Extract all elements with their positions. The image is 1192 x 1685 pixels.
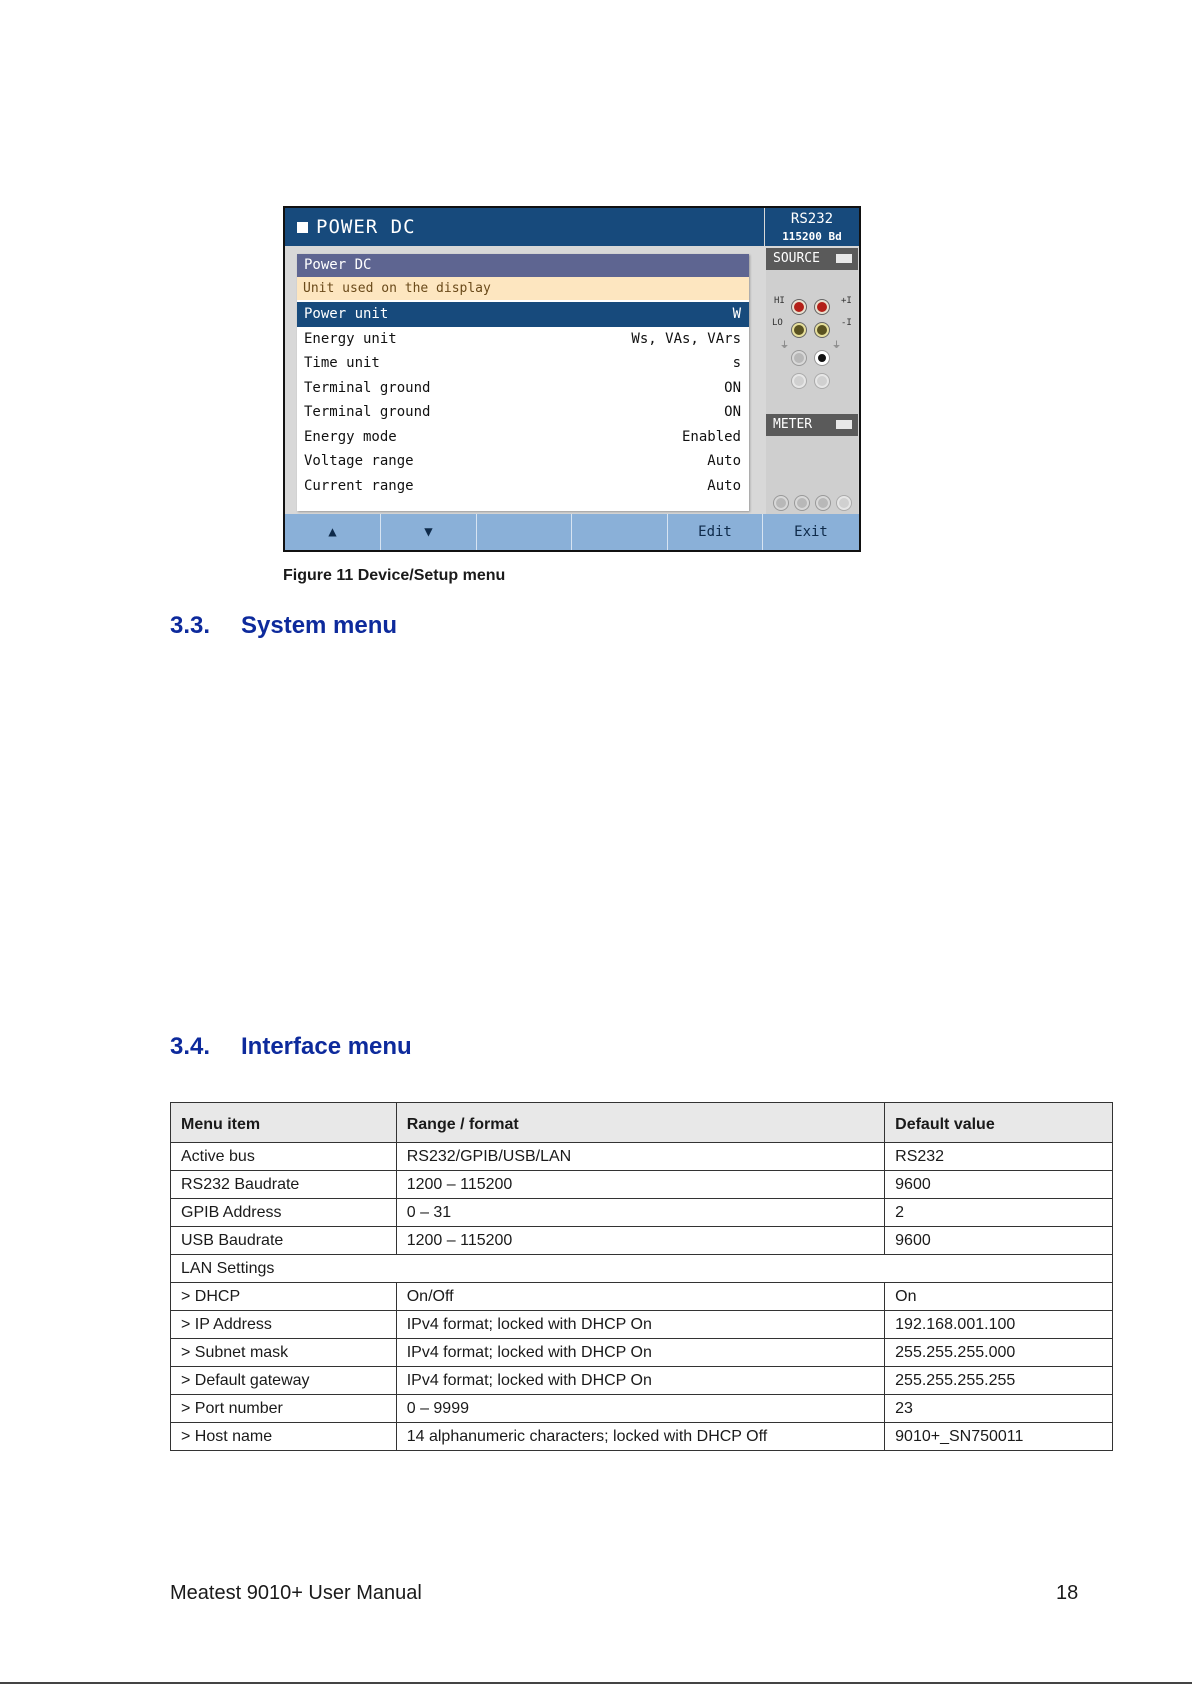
meter-indicator-icon — [836, 420, 852, 429]
table-cell: IPv4 format; locked with DHCP On — [396, 1339, 884, 1367]
menu-row-current-range[interactable] — [297, 474, 749, 499]
arrow-down-button[interactable] — [381, 514, 477, 550]
edit-button[interactable] — [668, 514, 763, 550]
menu-row-value: W — [732, 306, 741, 322]
screen-title: POWER DC — [316, 216, 416, 238]
section-title: System menu — [241, 612, 398, 639]
menu-row-value: ON — [724, 379, 741, 396]
table-cell: 192.168.001.100 — [885, 1311, 1113, 1339]
table-header-row — [171, 1103, 1113, 1143]
menu-row-label: Energy unit — [304, 330, 397, 347]
menu-row-label: Power unit — [304, 306, 389, 322]
table-row — [171, 1199, 1113, 1227]
lo-terminal-icon — [792, 323, 806, 337]
meter-terminals — [766, 436, 858, 518]
arrow-down-icon: ▼ — [424, 524, 433, 540]
setup-menu-panel — [297, 254, 749, 511]
table-row — [171, 1255, 1113, 1283]
table-row — [171, 1423, 1113, 1451]
table-cell: On — [885, 1283, 1113, 1311]
menu-row-terminal-ground[interactable] — [297, 400, 749, 425]
section-number: 3.3. — [170, 612, 211, 639]
column-header: Default value — [885, 1103, 1113, 1143]
arrow-up-button[interactable] — [285, 514, 381, 550]
meter-terminal-icon — [795, 496, 809, 510]
menu-row-value: ON — [724, 404, 741, 420]
menu-row-label: Time unit — [304, 355, 380, 371]
table-cell: GPIB Address — [171, 1199, 397, 1227]
page-bottom-rule — [0, 1682, 1192, 1684]
table-cell: 14 alphanumeric characters; locked with DHCP Off — [396, 1423, 884, 1451]
meter-terminal-icon — [837, 496, 851, 510]
interface-menu-table — [170, 1102, 1113, 1451]
plus-i-terminal-icon — [815, 300, 829, 314]
table-cell: > Host name — [171, 1423, 397, 1451]
arrow-up-icon: ▲ — [328, 524, 337, 540]
exit-button[interactable] — [763, 514, 859, 550]
interface-status — [765, 208, 859, 246]
menu-row-terminal-ground[interactable] — [297, 376, 749, 401]
source-label: SOURCE — [773, 251, 820, 266]
softkey-3[interactable] — [477, 514, 572, 550]
table-cell: 9600 — [885, 1171, 1113, 1199]
menu-row-time-unit[interactable] — [297, 351, 749, 376]
function-key-bar — [285, 514, 859, 550]
table-row — [171, 1143, 1113, 1171]
source-terminals — [766, 270, 858, 414]
panel-hint: Unit used on the display — [297, 277, 749, 302]
softkey-4[interactable] — [572, 514, 668, 550]
menu-row-label: Current range — [304, 477, 414, 494]
meter-terminal-icon — [774, 496, 788, 510]
menu-row-energy-unit[interactable] — [297, 327, 749, 352]
menu-row-label: Energy mode — [304, 428, 397, 445]
table-cell: 0 – 31 — [396, 1199, 884, 1227]
ground-terminal-icon — [815, 351, 829, 365]
table-cell: On/Off — [396, 1283, 884, 1311]
terminal-label-lo: LO — [772, 318, 783, 328]
menu-row-label: Voltage range — [304, 453, 414, 469]
table-row — [171, 1171, 1113, 1199]
table-cell: 23 — [885, 1395, 1113, 1423]
terminal-label-hi: HI — [774, 296, 785, 306]
screen-title-bar — [285, 208, 764, 246]
ground-symbol-icon: ⏚ — [780, 341, 790, 351]
exit-label: Exit — [794, 524, 828, 540]
menu-row-power-unit[interactable] — [297, 302, 749, 327]
table-row — [171, 1339, 1113, 1367]
menu-row-voltage-range[interactable] — [297, 449, 749, 474]
footer-manual-title: Meatest 9010+ User Manual — [170, 1582, 422, 1604]
table-row — [171, 1395, 1113, 1423]
table-cell: > Subnet mask — [171, 1339, 397, 1367]
table-row — [171, 1227, 1113, 1255]
menu-row-label: Terminal ground — [304, 379, 431, 396]
table-row — [171, 1367, 1113, 1395]
section-title: Interface menu — [241, 1033, 412, 1060]
section-number: 3.4. — [170, 1033, 211, 1060]
menu-row-value: s — [732, 355, 741, 371]
table-cell: > IP Address — [171, 1311, 397, 1339]
device-setup-screen — [283, 206, 861, 552]
table-cell: 255.255.255.255 — [885, 1367, 1113, 1395]
table-row — [171, 1311, 1113, 1339]
menu-row-energy-mode[interactable] — [297, 425, 749, 450]
panel-header: Power DC — [297, 254, 749, 277]
menu-row-value: Auto — [707, 453, 741, 469]
source-header — [766, 248, 858, 270]
terminal-label-minus-i: -I — [841, 318, 852, 328]
table-row — [171, 1283, 1113, 1311]
ground-symbol-icon: ⏚ — [832, 341, 842, 351]
column-header: Menu item — [171, 1103, 397, 1143]
table-cell: Active bus — [171, 1143, 397, 1171]
table-cell: 0 – 9999 — [396, 1395, 884, 1423]
mode-square-icon — [297, 222, 308, 233]
minus-i-terminal-icon — [815, 323, 829, 337]
meter-label: METER — [773, 417, 813, 432]
table-group-cell: LAN Settings — [171, 1255, 1113, 1283]
table-cell: 1200 – 115200 — [396, 1227, 884, 1255]
menu-row-value: Enabled — [681, 428, 741, 445]
table-cell: 1200 – 115200 — [396, 1171, 884, 1199]
source-indicator-icon — [836, 254, 852, 263]
meter-terminal-icon — [816, 496, 830, 510]
meter-header — [766, 414, 858, 436]
hi-terminal-icon — [792, 300, 806, 314]
table-cell: RS232 — [885, 1143, 1113, 1171]
page-number: 18 — [1056, 1582, 1079, 1604]
aux-terminal-icon — [815, 374, 829, 388]
table-cell: > Default gateway — [171, 1367, 397, 1395]
aux-terminal-icon — [792, 351, 806, 365]
edit-label: Edit — [698, 524, 732, 540]
table-cell: 255.255.255.000 — [885, 1339, 1113, 1367]
column-header: Range / format — [396, 1103, 884, 1143]
aux-terminal-icon — [792, 374, 806, 388]
table-cell: IPv4 format; locked with DHCP On — [396, 1367, 884, 1395]
table-cell: IPv4 format; locked with DHCP On — [396, 1311, 884, 1339]
table-cell: > Port number — [171, 1395, 397, 1423]
menu-row-label: Terminal ground — [304, 404, 431, 420]
table-cell: RS232/GPIB/USB/LAN — [396, 1143, 884, 1171]
status-baudrate: 115200 Bd — [782, 230, 842, 243]
table-cell: 9010+_SN750011 — [885, 1423, 1113, 1451]
menu-row-value: Ws, VAs, VArs — [631, 330, 741, 347]
table-cell: USB Baudrate — [171, 1227, 397, 1255]
terminal-label-plus-i: +I — [841, 296, 852, 306]
table-cell: 9600 — [885, 1227, 1113, 1255]
table-cell: RS232 Baudrate — [171, 1171, 397, 1199]
table-cell: 2 — [885, 1199, 1113, 1227]
menu-row-value: Auto — [707, 477, 741, 494]
table-cell: > DHCP — [171, 1283, 397, 1311]
status-bus: RS232 — [790, 211, 834, 227]
figure-caption: Figure 11 Device/Setup menu — [283, 567, 506, 584]
